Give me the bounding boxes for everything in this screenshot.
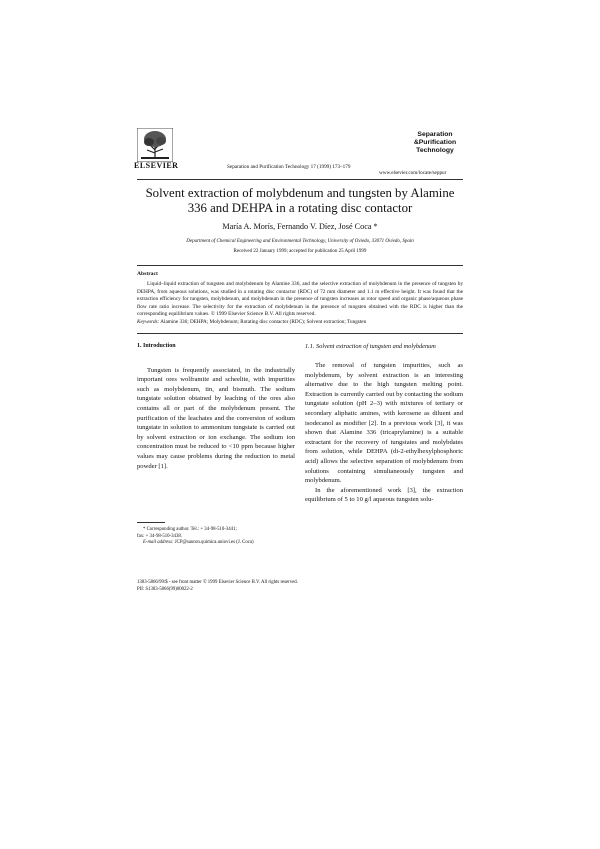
subsection-heading: 1.1. Solvent extraction of tungsten and molybdenum xyxy=(305,343,436,350)
brand-line: &Purification xyxy=(413,139,457,146)
author-list: María A. Morís, Fernando V. Díez, José Coca * xyxy=(222,222,378,231)
journal-citation: Separation and Purification Technology 17 (1999) 173–179 xyxy=(227,164,351,170)
journal-brand xyxy=(409,131,461,155)
footnote-email[interactable]: JCP@sauron.quimica.uniovi.es (J. Coca) xyxy=(173,540,254,546)
publisher-wordmark: ELSEVIER xyxy=(134,161,179,170)
body-paragraph-1: The removal of tungsten impurities, such as molybdenum, by solvent extraction is an interesting alternative due to the high tungsten melting point. Extraction is currently carried out by contacting the sodium tungstate solution (pH 2–3) with mixtures of tertiary or secondary aliphatic amines, with kerosene as diluent and isodecanol as modifier [2]. In a previous work [3], it was shown that Alamine 336 (tricaprylamine) is a suitable extractant for the recovery of tungstates and molybdates from solution, while DEHPA (di-2-ethylhexylphosphoric acid) allows the selective separation of molybdenum from solutions containing simultaneously tungsten and molybdenum. xyxy=(305,362,463,485)
keywords-list: Alamine 336; DEHPA; Molybdenum; Rotating disc contactor (RDC); Solvent extraction; Tungsten xyxy=(159,319,367,325)
body-paragraph-2: In the aforementioned work [3], the extraction equilibrium of 5 to 10 g/l aqueous tungsten solu- xyxy=(305,486,463,504)
affiliation: Department of Chemical Engineering and Environmental Technology, University of Oviedo, 33071 Oviedo, Spain xyxy=(186,239,414,244)
introduction-paragraph: Tungsten is frequently associated, in the industrially important ores wolframite and scheelite, with impurities such as molybdenum, tin, and bismuth. The sodium tungstate solution obtained by leaching of the ores also contains all or part of the molybdenum present. The purification of the leachates and the conversion of sodium tungstate in solution to ammonium tungstate is carried out by solvent extraction or ion exchange. The sodium ion concentration must be reduced to <10 ppm because higher values may cause problems during the reduction to metal powder [1]. xyxy=(137,366,295,470)
corresponding-author-footnote xyxy=(137,527,295,547)
article-title: Solvent extraction of molybdenum and tungsten by Alamine 336 and DEHPA in a rotating disc contactor xyxy=(145,186,455,215)
elsevier-tree-logo xyxy=(137,128,173,162)
right-column xyxy=(305,342,463,505)
left-column xyxy=(137,342,295,471)
footnote-email-label: E-mail address: xyxy=(143,540,174,546)
section-heading-introduction: 1. Introduction xyxy=(137,343,176,349)
pii-line: PII: S1383-5866(99)00022-2 xyxy=(137,586,193,592)
copyright-line: 1383-5866/99/$ - see front matter © 1999 Elsevier Science B.V. All rights reserved. xyxy=(137,580,298,585)
footnote-fax: fax: + 34-98-510-3438. xyxy=(137,533,182,539)
abstract-divider-top xyxy=(137,265,463,266)
brand-line: Separation xyxy=(417,131,453,138)
brand-line: Technology xyxy=(416,147,454,154)
received-dates: Received 22 January 1999; accepted for publication 25 April 1999 xyxy=(233,249,367,254)
keywords-label: Keywords: xyxy=(137,319,160,325)
footnote-email-line xyxy=(137,540,295,547)
abstract-text: Liquid–liquid extraction of tungsten and molybdenum by Alamine 336, and the selective extraction of molybdenum in the presence of tungsten by DEHPA, from aqueous solutions, was studied in a rotating disc contactor (RDC) of 72 mm diameter and 1.1 m effective height. It was found that the extraction efficiency for tungsten, molybdenum, and molybdenum in the presence of tungsten increases as rotor speed and organic phase/aqueous phase flow rate ratio increase. The selectivity for the extraction of molybdenum in the presence of tungsten obtained with the RDC is higher than the corresponding equilibrium values. © 1999 Elsevier Science B.V. All rights reserved. xyxy=(137,281,463,318)
keywords xyxy=(137,319,463,325)
footnote-corresponding: * Corresponding author. Tel.: + 34-98-510-3441; xyxy=(143,527,237,532)
abstract-divider-bottom xyxy=(137,333,463,334)
front-matter xyxy=(137,580,463,593)
journal-url-link[interactable]: www.elsevier.com/locate/seppur xyxy=(379,170,447,176)
abstract-heading: Abstract xyxy=(137,271,158,277)
header-divider xyxy=(137,179,463,180)
footnote-divider xyxy=(137,522,165,523)
